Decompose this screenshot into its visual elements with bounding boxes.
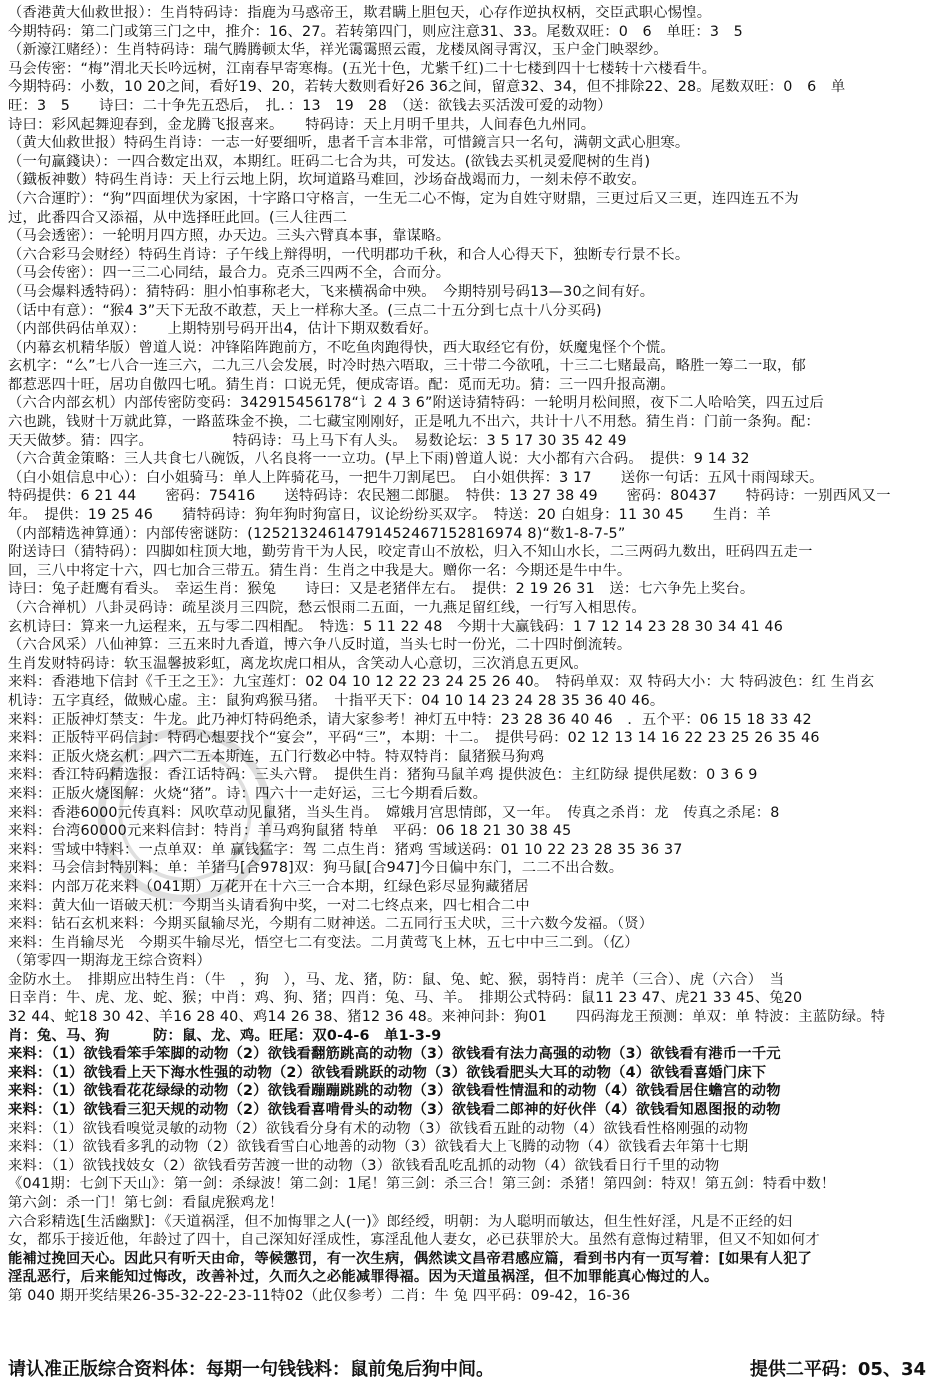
- text-line: 来料：香港6000元传真料：风吹草动见鼠猪，当头生肖。 嫦娥月宫思情郎，又一年。 传真之杀肖：龙 传真之杀尾：8: [8, 804, 780, 821]
- text-line: 肖：兔、马、狗 防：鼠、龙、鸡。旺尾：双0-4-6 单1-3-9: [8, 1027, 442, 1044]
- text-line: 来料：（1）欲钱看上天下海水性强的动物（2）欲钱看跳跃的动物（3）欲钱看肥头大耳的动物（4）欲钱看喜婚门床下: [8, 1064, 767, 1081]
- text-line: 今期特码：小数，10 20之间，看好19、20，若转大数则看好26 36之间，留意32、34，但不排除22、28。尾数双旺：0 6 单: [8, 79, 846, 96]
- text-line: （香港黄大仙救世报）：生肖特码诗：指鹿为马惑帝王，欺君瞒上胆包天，心存作逆执权柄，交臣武职心惕惶。: [8, 5, 712, 21]
- footer-bar: [0, 1358, 934, 1382]
- text-line: 特码提供：6 21 44 密码：75416 送特码诗：农民翘二郎腿。 特供：13 27 38 49 密码：80437 特码诗：一别西风又一: [8, 488, 891, 505]
- text-line: 旺：3 5 诗曰：二十争先五恐后， 扎．：13 19 28 （送：欲钱去买活泼可爱的动物）: [8, 97, 612, 114]
- text-line: （黄大仙救世报）特码生肖诗：一志一好要细听，患者千言本非常，可惜鏡言只一名句，满朝文武心胆寒。: [8, 135, 690, 152]
- text-line: 来料：正版特平码信封：特码心想要找个“宴会”，平码“三”，本期：十二。 提供号码：02 12 13 14 16 22 23 25 26 35 46: [8, 730, 820, 747]
- text-line: 来料：香港地下信封《千王之王》：九宝莲灯：02 04 10 12 22 23 24 25 26 40。 特码单双：双 特码大小：大 特码波色：红 生肖玄: [8, 674, 875, 691]
- text-line: 回，三八中将定十六，四七加合三带五。猜生肖：生肖之中我是大。赠你一名：今期还是牛中牛。: [8, 562, 632, 579]
- text-line: 来料：（1）欲钱找妓女（2）欲钱看劳苦渡一世的动物（3）欲钱看乱吃乱抓的动物（4）欲钱看日行千里的动物: [8, 1157, 720, 1174]
- text-line: 来料：正版火烧玄机：四六二五本斯连，五门行数必中特。特双特肖：鼠猪猴马狗鸡: [8, 748, 545, 765]
- footer-pair-numbers: 提供二平码：05、34: [749, 1359, 926, 1380]
- text-line: 玄机字：“么”七八合一连三六，二九三八会发展，时冷时热六唔取，三十带二今欲吼，十三二七赌最高，略胜一筹二一取，郁: [8, 358, 807, 375]
- text-line: 来料：内部万花来料（041期）万花开在十六三一合本期，红绿色彩尽显狗藏猪居: [8, 878, 529, 895]
- text-line: 马会传密：“梅”渭北天长吟远树，江南春早寄寒梅。(五光十色，尤紫千红)二十七楼到四十七楼转十六楼看牛。: [8, 60, 717, 77]
- text-line: （鐡板神數）特码生肖诗：天上行云地上阴，坎坷道路马难回，沙场奋战竭而力，一刻未停不敢安。: [8, 172, 646, 189]
- text-line: （内幕玄机精华版）曾道人说：冲锋陷阵跑前方，不吃鱼肉跑得快，西大取经它有份，妖魔鬼怪个个慌。: [8, 339, 675, 356]
- text-line: （六合禅机）八卦灵码诗：疏星淡月三四院，愁云恨雨二五面，一九燕足留红线，一行写入相思传。: [8, 600, 646, 616]
- text-line: 来料：香江特码精选报：香江话特码：三头六臂。 提供生肖：猪狗马鼠羊鸡 提供波色：主红防绿 提供尾数：0 3 6 9: [8, 767, 758, 784]
- text-line: 第 040 期开奖结果26-35-32-22-23-11特02（此仅参考）二肖：牛 兔 四平码：09-42，16-36: [8, 1287, 631, 1304]
- text-line: （马会传密）：四一三二心同结，最合力。克杀三四两不全，合而分。: [8, 265, 451, 282]
- text-line: （新濠江赌经）：生肖特码诗：瑞气腾腾顿太华，祥光霭霭照云霞，龙楼凤阁寻霄汉，玉户金门映翠纱。: [8, 42, 668, 59]
- text-line: 淫乱恶行，后来能知过悔改，改善补过，久而久之必能减罪得福。因为天道虽祸淫，但不加罪能真心悔过的人。: [8, 1269, 719, 1286]
- text-line: 天天做梦。猜：四字。 特码诗：马上马下有人头。 易数论坛：3 5 17 30 35 42 49: [8, 432, 627, 449]
- text-line: 附送诗曰（猜特码）：四脚如柱顶大地，勤劳肯干为人民，咬定青山不放松，归入不知山水长，二三两码九数出，旺码四五走一: [8, 544, 813, 561]
- text-line: 玄机诗曰：算来一九运程来，五与零二四相配。 特选：5 11 22 48 今期十大赢钱码：1 7 12 14 23 28 30 34 41 46: [8, 618, 784, 635]
- text-line: 来料：黄大仙一语破天机：今期当头请看狗中奖，一对二七终点来，四七相合二中: [8, 897, 530, 914]
- text-line: 今期特码：第二门或第三门之中，推介：16、27。若转第四门，则应注意31、33。尾数双旺：0 6 单旺：3 5: [8, 23, 743, 40]
- text-line: （六合风采）八仙神算：三五来时九香道，博六争八反时道，当头七时一份光，二十四时倒流转。: [8, 637, 632, 654]
- text-line: 诗曰：兔子赶鹰有看头。 幸运生肖：猴兔 诗曰：又是老猪伴左右。 提供：2 19 26 31 送：七六争先上奖台。: [8, 581, 755, 598]
- text-line: 来料：钻石玄机来料：今期买鼠输尽光，今期有二财神送。二五同行玉犬吠，三十六数今发福。（贤）: [8, 916, 654, 933]
- text-line: 来料：（1）欲钱看三犯天规的动物（2）欲钱看喜啃骨头的动物（3）欲钱看二郎神的好伙伴（4）欲钱看知恩图报的动物: [8, 1102, 781, 1119]
- text-line: （白小姐信息中心）：白小姐骑马：单人上阵骑花马，一把牛刀割尾巴。 白小姐供挥：3 17 送你一句话：五风十雨闯球天。: [8, 469, 824, 486]
- text-line: 来料：（1）欲钱看笨手笨脚的动物（2）欲钱看翻筋跳高的动物（3）欲钱看有法力高强的动物（3）欲钱看有港币一千元: [8, 1046, 781, 1063]
- text-line: （马会爆料透特码）：猜特码：胆小怕事称老大，飞来横祸命中殃。 今期特别号码13—30之间有好。: [8, 283, 655, 300]
- text-line: （内部供码估单双）： 上期特别号码开出4，估计下期双数看好。: [8, 321, 438, 338]
- text-line: （内部精选神算通）：内部传密谜防：(12521324614791452467152816974 8)“数1-8-7-5”: [8, 525, 626, 542]
- footer-slogan: 请认准正版综合资料体：每期一句钱钱料：鼠前兔后狗中间。: [8, 1359, 494, 1380]
- text-line: （六合黄金策略：三人共食七八碗饭，八名良将一一立功。(早上下雨)曾道人说：大小都有六合码。 提供：9 14 32: [8, 451, 750, 468]
- text-line: 第六剑：杀一门！第七剑：看鼠虎猴鸡龙！: [8, 1195, 284, 1211]
- text-line: 女，都乐于接近他，年龄过了四十，自己深知好淫成性，寡淫乱他人妻女，必已获罪於大。虽然有意悔过精罪，但又不知如何才: [8, 1232, 820, 1249]
- text-line: （话中有意）：“猴4 3”天下无敌不敢惹，天上一样称大圣。(三点二十五分到七点十八分买码): [8, 302, 602, 319]
- article-body: [8, 4, 926, 1306]
- text-line: 六合彩精选[生活幽默]：《天道祸淫，但不加悔罪之人(一)》郎经绶，明朝：为人聪明而敏达，但生性好淫，凡是不正经的妇: [8, 1213, 793, 1230]
- text-line: 能補过挽回天心。因此只有听天由命，等候懲罚，有一次生病，偶然读文昌帝君感应篇，看到书内有一页写着：[如果有人犯了: [8, 1250, 813, 1267]
- text-line: 诗曰：彩风起舞迎春到，金龙腾飞报喜来。 特码诗：天上月明千里共，人间春色九州同。: [8, 116, 596, 133]
- text-line: 六也跳，钱财十万就此算，一路蓝珠金不换，二七藏宝刚刚好，正是吼九不出六，共计十八不用愁。猜生肖：门前一条狗。配：: [8, 414, 820, 431]
- text-line: 《041期：七剑下天山》：第一剑：杀绿波！第二剑：1尾！第三剑：杀三合！第三剑：杀猪！第四剑：特双！第五剑：特看中数！: [8, 1176, 836, 1193]
- text-line: （第零四一期海龙王综合资料）: [8, 953, 211, 970]
- text-line: 来料：（1）欲钱看花花绿绿的动物（2）欲钱看蹦蹦跳跳的动物（3）欲钱看性情温和的动物（4）欲钱看居住蟾宫的动物: [8, 1083, 781, 1100]
- text-line: （六合内部玄机）内部传密防变码：342915456178“讠2 4 3 6”附送诗猜特码：一轮明月松间照，夜下二人哈哈笑，四五过后: [8, 395, 825, 412]
- text-line: 来料：马会信封特别料：单：羊猪马[合978]双：狗马鼠[合947]今日偏中东门，二二不出合数。: [8, 860, 624, 877]
- text-line: 过，此番四合又添福，从中选择旺此回。(三人往西二: [8, 209, 348, 226]
- text-line: 机诗：五字真经，做贼心虚。主：鼠狗鸡猴马猪。 十指平天下：04 10 14 23 24 28 35 36 40 46。: [8, 692, 665, 709]
- text-line: 金防水土。 排期应出特生肖：（牛 ，狗 ），马、龙、猪，防：鼠、兔、蛇、猴，弱特肖：虎羊（三合）、虎（六合） 当: [8, 971, 785, 988]
- text-line: 来料：正版火烧图解：火烧“猪”。诗：四六十一走好运，三七今期看后数。: [8, 785, 488, 802]
- text-line: 来料：（1）欲钱看多乳的动物（2）欲钱看雪白心地善的动物（3）欲钱看大上飞腾的动物（4）欲钱看去年第十七期: [8, 1139, 749, 1156]
- text-line: 来料：台湾60000元来料信封：特肖：羊马鸡狗鼠猪 特单 平码：06 18 21 30 38 45: [8, 823, 572, 840]
- text-line: 来料：正版神灯禁支：牛龙。此乃神灯特码绝杀，请大家参考！神灯五中特：23 28 36 40 46 ．五个平：06 15 18 33 42: [8, 711, 812, 728]
- text-line: （六合彩马会财经）特码生肖诗：子午线上辩得明，一代明郡功千秋，和合人心得天下，独断专行景不长。: [8, 246, 690, 263]
- text-line: 来料：生肖输尽光 今期买牛输尽光，悟空七二有变法。二月黄莺飞上林，五七中中三二到。（亿）: [8, 934, 639, 951]
- text-line: （一句赢錢诀）：一四合数定出双，本期红。旺码二七合为共，可发达。(欲钱去买机灵爱爬树的生肖): [8, 153, 651, 170]
- text-line: 来料：（1）欲钱看嗅觉灵敏的动物（2）欲钱看分身有术的动物（3）欲钱看五趾的动物（4）欲钱看性格刚强的动物: [8, 1120, 749, 1137]
- text-line: 来料：雪域中特料：一点单双：单 赢钱猛字：驾 二点生肖：猪鸡 雪域送码：01 10 22 23 28 35 36 37: [8, 841, 683, 858]
- text-line: 都惹恶四十旺，居功自傲四七吼。猜生肖：口说无凭，便成寄语。配：觅而无功。猜：三一四升报高潮。: [8, 376, 675, 393]
- text-line: 日幸肖：牛、虎、龙、蛇、猴；中肖：鸡、狗、猪；四肖：兔、马、羊。 排期公式特码：鼠11 23 47、虎21 33 45、兔20: [8, 990, 803, 1007]
- text-line: 32 44、蛇18 30 42、羊16 28 40、鸡14 26 38、猪12 36 48。来神问卦：狗01 四码海龙王预测：单双：单 特波：主蓝防绿。特: [8, 1009, 886, 1026]
- text-line: （六合運眝）：“狗”四面埋伏为家困，十字路口守格言，一生无二心不悔，定为自姓守财鼎，三更过后又三更，连四连五不为: [8, 190, 799, 207]
- text-line: 生肖发财特码诗：软玉温馨披彩虹，离龙坎虎口相从，含笑动人心意切，三次消息五更风。: [8, 655, 588, 672]
- text-line: 年。 提供：19 25 46 猜特码诗：狗年狗时狗富日，议论纷纷买双字。 特送：20 白姐身：11 30 45 生肖：羊: [8, 507, 771, 524]
- text-line: （马会透密）：一轮明月四方照，办天边。三头六臂真本事，靠谋略。: [8, 228, 451, 245]
